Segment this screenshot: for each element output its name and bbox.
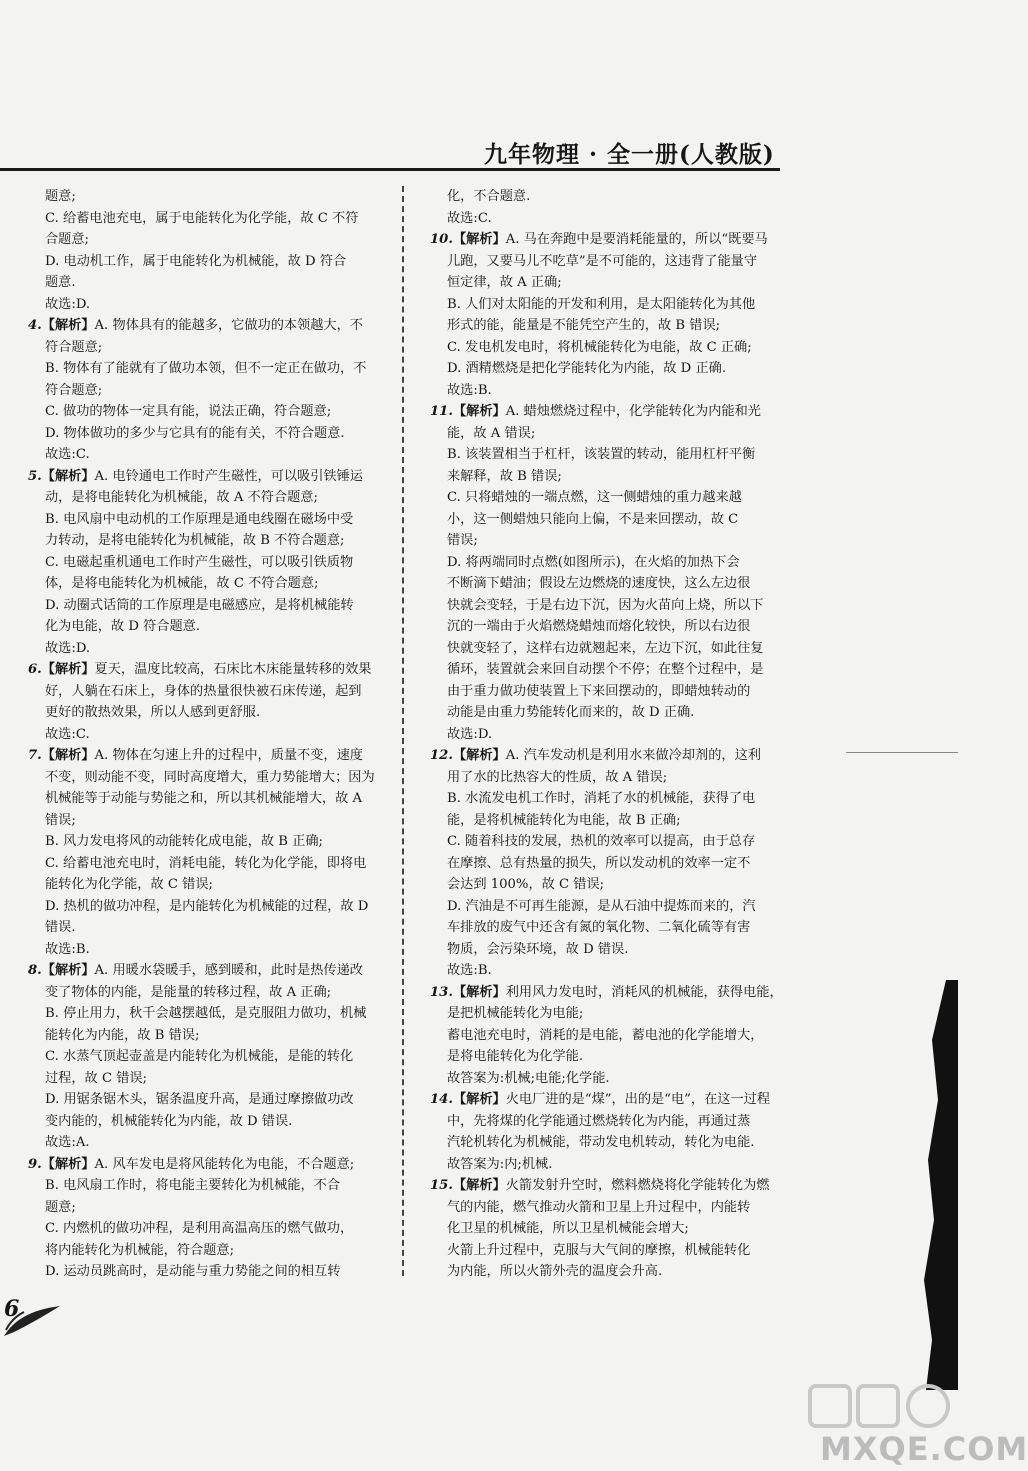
line-text: 故选:A. <box>45 1135 90 1150</box>
line-text: 来解释，故 B 错误; <box>447 468 562 484</box>
text-line <box>28 1240 390 1262</box>
text-line <box>28 251 390 273</box>
text-line <box>430 530 782 552</box>
line-text: 变内能的，机械能转化为内能，故 D 错误. <box>45 1113 293 1129</box>
line-text: C. 给蓄电池充电，属于电能转化为化学能，故 C 不符 <box>45 210 359 226</box>
line-text: B. 人们对太阳能的开发和利用，是太阳能转化为其他 <box>447 296 756 312</box>
text-line <box>28 896 390 918</box>
line-text: 能转化为内能，故 B 错误; <box>45 1027 200 1043</box>
text-line <box>430 1089 782 1111</box>
line-text: 机械能等于动能与势能之和，所以其机械能增大，故 A <box>45 791 363 806</box>
text-line <box>28 702 390 724</box>
line-text: 化，不合题意. <box>447 189 531 204</box>
line-text: 过程，故 C 错误; <box>45 1070 148 1086</box>
line-text: A. 用暖水袋暖手，感到暖和，此时是热传递改 <box>94 963 363 978</box>
text-line <box>430 831 782 853</box>
text-line <box>28 423 390 445</box>
analysis-tag: 【解析】 <box>452 1178 506 1193</box>
text-line <box>28 788 390 810</box>
text-line <box>28 853 390 875</box>
text-line <box>430 466 782 488</box>
text-line <box>28 917 390 939</box>
question-number: 10. <box>430 232 453 247</box>
text-line <box>430 1240 782 1262</box>
line-text: 利用风力发电时，消耗风的机械能，获得电能， <box>505 984 783 1000</box>
text-line <box>28 208 390 230</box>
line-text: 会达到 100%，故 C 错误; <box>447 877 605 892</box>
line-text: 能，故 A 错误; <box>447 425 536 441</box>
line-text: 能，是将机械能转化为电能，故 B 正确; <box>447 812 681 828</box>
line-text: 错误. <box>45 920 76 935</box>
line-text: C. 随着科技的发展，热机的效率可以提高，由于总存 <box>447 834 756 849</box>
text-line <box>28 767 390 789</box>
question-number: 11. <box>430 404 453 419</box>
line-text: C. 做功的物体一定具有能，说法正确，符合题意; <box>45 404 332 419</box>
line-text: 循环，装置就会来回自动摆个不停；在整个过程中，是 <box>447 662 764 677</box>
line-text: C. 只将蜡烛的一端点燃，这一侧蜡烛的重力越来越 <box>447 490 742 505</box>
text-line <box>430 982 782 1004</box>
question-number: 9. <box>28 1156 42 1172</box>
line-text: 蓄电池充电时，消耗的是电能，蓄电池的化学能增大， <box>447 1027 764 1043</box>
line-text: 火箭发射升空时，燃料燃烧将化学能转化为燃 <box>505 1178 770 1193</box>
text-line <box>430 595 782 617</box>
text-line <box>28 831 390 853</box>
line-text: 题意; <box>45 1199 76 1215</box>
text-line <box>28 810 390 832</box>
text-line <box>28 1003 390 1025</box>
text-line <box>28 659 390 681</box>
text-line <box>28 1068 390 1090</box>
line-text: B. 电风扇工作时，将电能主要转化为机械能，不合 <box>45 1178 341 1193</box>
text-line <box>430 251 782 273</box>
text-line <box>430 294 782 316</box>
line-text: A. 马在奔跑中是要消耗能量的，所以“既要马 <box>505 232 768 247</box>
line-text: 不断滴下蜡油；假设左边燃烧的速度快，这么左边很 <box>447 576 751 591</box>
line-text: 化为电能，故 D 符合题意. <box>45 619 201 634</box>
line-text: D. 汽油是不可再生能源，是从石油中提炼而来的，汽 <box>447 898 756 914</box>
text-line <box>430 1197 782 1219</box>
text-line <box>28 294 390 316</box>
text-line <box>28 1132 390 1154</box>
text-line <box>28 380 390 402</box>
text-line <box>28 1197 390 1219</box>
scan-edge-shadow <box>918 980 958 1390</box>
line-text: 是将电能转化为化学能. <box>447 1049 584 1064</box>
watermark-text: MXQE.COM <box>820 1430 1028 1468</box>
text-line <box>430 810 782 832</box>
line-text: 是把机械能转化为电能; <box>447 1006 584 1021</box>
analysis-tag: 【解析】 <box>452 404 506 419</box>
page-number: 6 <box>4 1296 20 1322</box>
text-line <box>28 681 390 703</box>
line-text: B. 水流发电机工作时，消耗了水的机械能，获得了电 <box>447 791 756 806</box>
text-line <box>430 1154 782 1176</box>
line-text: 符合题意; <box>45 382 103 398</box>
line-text: C. 水蒸气顶起壶盖是内能转化为机械能，是能的转化 <box>45 1049 354 1064</box>
question-number: 7. <box>28 748 42 763</box>
line-text: A. 物体在匀速上升的过程中，质量不变，速度 <box>94 748 363 763</box>
text-line <box>28 1261 390 1283</box>
line-text: 将内能转化为机械能，符合题意; <box>45 1242 235 1258</box>
line-text: C. 内燃机的做功冲程，是利用高温高压的燃气做功， <box>45 1221 354 1236</box>
text-line <box>28 444 390 466</box>
text-line <box>430 745 782 767</box>
text-line <box>430 1068 782 1090</box>
line-text: 用了水的比热容大的性质，故 A 错误; <box>447 769 668 785</box>
text-line <box>28 616 390 638</box>
text-line <box>28 1175 390 1197</box>
text-line <box>28 573 390 595</box>
text-line <box>28 1111 390 1133</box>
text-line <box>430 1132 782 1154</box>
text-line <box>430 1261 782 1283</box>
text-line <box>28 595 390 617</box>
text-line <box>430 444 782 466</box>
line-text: A. 蜡烛燃烧过程中，化学能转化为内能和光 <box>505 404 761 419</box>
text-line <box>430 272 782 294</box>
analysis-tag: 【解析】 <box>452 748 506 763</box>
text-line <box>430 681 782 703</box>
line-text: D. 运动员跳高时，是动能与重力势能之间的相互转 <box>45 1264 341 1279</box>
text-line <box>28 874 390 896</box>
text-line <box>430 423 782 445</box>
line-text: 故选:C. <box>45 447 90 462</box>
line-text: 火电厂进的是“煤”，出的是“电”，在这一过程 <box>505 1092 771 1107</box>
text-line <box>28 939 390 961</box>
text-line <box>430 1175 782 1197</box>
line-text: 故选:D. <box>447 726 493 742</box>
text-line <box>430 1046 782 1068</box>
line-text: 中，先将煤的化学能通过燃烧转化为内能，再通过蒸 <box>447 1113 751 1129</box>
line-text: C. 给蓄电池充电时，消耗电能，转化为化学能，即将电 <box>45 855 367 871</box>
text-line <box>28 724 390 746</box>
question-number: 8. <box>28 963 42 978</box>
line-text: D. 酒精燃烧是把化学能转化为内能，故 D 正确. <box>447 361 727 376</box>
text-line <box>430 1025 782 1047</box>
line-text: D. 用锯条锯木头，锯条温度升高，是通过摩擦做功改 <box>45 1092 354 1107</box>
text-line <box>430 874 782 896</box>
line-text: 由于重力做功使装置上下来回摆动的，即蜡烛转动的 <box>447 683 751 699</box>
line-text: 火箭上升过程中，克服与大气间的摩擦，机械能转化 <box>447 1242 751 1258</box>
text-line <box>430 917 782 939</box>
text-line <box>430 487 782 509</box>
line-text: 故答案为:机械;电能;化学能. <box>447 1070 610 1086</box>
text-line <box>28 982 390 1004</box>
line-text: 气的内能，燃气推动火箭和卫星上升过程中，内能转 <box>447 1199 751 1215</box>
text-line <box>28 466 390 488</box>
line-text: 物质，会污染环境，故 D 错误. <box>447 941 629 957</box>
line-text: 不变，则动能不变，同时高度增大，重力势能增大；因为 <box>45 769 375 785</box>
line-text: B. 该装置相当于杠杆，该装置的转动，能用杠杆平衡 <box>447 447 756 462</box>
line-text: 体，是将电能转化为机械能，故 C 不符合题意; <box>45 576 319 591</box>
line-text: 沉的一端由于火焰燃烧蜡烛而熔化较快，所以右边很 <box>447 619 751 634</box>
header-rule <box>0 168 780 171</box>
line-text: 快就会变轻，于是右边下沉，因为火苗向上烧，所以下 <box>447 597 764 613</box>
text-line <box>28 745 390 767</box>
text-line <box>28 487 390 509</box>
line-text: C. 发电机发电时，将机械能转化为电能，故 C 正确; <box>447 339 752 355</box>
line-text: 车排放的废气中还含有氮的氧化物、二氧化硫等有害 <box>447 920 751 935</box>
text-line <box>28 530 390 552</box>
text-line <box>430 358 782 380</box>
line-text: 为内能，所以火箭外壳的温度会升高. <box>447 1264 663 1279</box>
text-line <box>430 638 782 660</box>
line-text: 故选:C. <box>45 726 90 742</box>
line-text: B. 风力发电将风的动能转化成电能，故 B 正确; <box>45 834 323 849</box>
text-line <box>430 616 782 638</box>
text-line <box>430 853 782 875</box>
line-text: 能转化为化学能，故 C 错误; <box>45 877 213 892</box>
line-text: 动，是将电能转化为机械能，故 A 不符合题意; <box>45 490 318 505</box>
question-number: 4. <box>28 318 42 333</box>
line-text: 小，这一侧蜡烛只能向上偏，不是来回摆动，故 C <box>447 511 739 527</box>
text-line <box>28 358 390 380</box>
analysis-tag: 【解析】 <box>41 662 95 677</box>
text-line <box>28 1025 390 1047</box>
line-text: 题意; <box>45 189 76 204</box>
line-text: 夏天，温度比较高，石床比木床能量转移的效果 <box>94 662 372 677</box>
line-text: A. 物体具有的能越多，它做功的本领越大，不 <box>94 318 363 333</box>
analysis-tag: 【解析】 <box>452 1092 506 1107</box>
text-line <box>430 659 782 681</box>
line-text: B. 电风扇中电动机的工作原理是通电线圈在磁场中受 <box>45 511 354 527</box>
analysis-tag: 【解析】 <box>41 963 95 978</box>
line-text: 汽轮机转化为机械能，带动发电机转动，转化为电能. <box>447 1135 755 1150</box>
line-text: 错误; <box>447 533 478 548</box>
line-text: 故选:B. <box>45 941 90 957</box>
line-text: 儿跑，又要马儿不吃草”是不可能的，这违背了能量守 <box>447 253 758 269</box>
line-text: 故答案为:内;机械. <box>447 1156 553 1172</box>
question-number: 6. <box>28 662 42 677</box>
scan-margin-line <box>846 752 958 753</box>
text-line <box>430 960 782 982</box>
text-line <box>28 1154 390 1176</box>
text-line <box>28 272 390 294</box>
line-text: C. 电磁起重机通电工作时产生磁性，可以吸引铁质物 <box>45 554 354 570</box>
analysis-tag: 【解析】 <box>41 468 95 484</box>
question-number: 14. <box>430 1092 453 1107</box>
column-divider <box>402 186 404 1276</box>
text-line <box>28 229 390 251</box>
text-line <box>430 702 782 724</box>
text-line <box>430 1218 782 1240</box>
line-text: 力转动，是将电能转化为机械能，故 B 不符合题意; <box>45 533 345 548</box>
analysis-tag: 【解析】 <box>452 984 506 1000</box>
text-line <box>28 401 390 423</box>
text-line <box>28 1046 390 1068</box>
line-text: 故选:D. <box>45 296 91 312</box>
line-text: 好，人躺在石床上，身体的热量很快被石床传递，起到 <box>45 683 362 699</box>
text-line <box>430 788 782 810</box>
line-text: 故选:D. <box>45 640 91 656</box>
line-text: D. 电动机工作，属于电能转化为机械能，故 D 符合 <box>45 253 347 269</box>
text-line <box>430 939 782 961</box>
line-text: A. 风车发电是将风能转化为电能，不合题意; <box>94 1156 355 1172</box>
text-line <box>28 509 390 531</box>
analysis-tag: 【解析】 <box>41 1156 95 1172</box>
line-text: B. 停止用力，秋千会越摆越低，是克服阻力做功，机械 <box>45 1006 367 1021</box>
text-line <box>430 724 782 746</box>
line-text: 快就变轻了，这样右边就翘起来，左边下沉，如此往复 <box>447 640 764 656</box>
line-text: 变了物体的内能，是能量的转移过程，故 A 正确; <box>45 984 332 1000</box>
page-title: 九年物理 · 全一册(人教版) <box>484 141 775 168</box>
text-line <box>430 767 782 789</box>
text-line <box>430 337 782 359</box>
analysis-tag: 【解析】 <box>41 748 95 763</box>
text-line <box>430 896 782 918</box>
text-line <box>430 401 782 423</box>
line-text: 故选:B. <box>447 382 492 398</box>
text-line <box>430 509 782 531</box>
analysis-tag: 【解析】 <box>452 232 506 247</box>
text-line <box>28 552 390 574</box>
text-line <box>430 1111 782 1133</box>
text-line <box>28 186 390 208</box>
text-line <box>430 315 782 337</box>
right-column <box>430 186 782 1283</box>
line-text: 恒定律，故 A 正确; <box>447 275 562 290</box>
text-line <box>430 208 782 230</box>
question-number: 5. <box>28 468 42 484</box>
text-line <box>430 573 782 595</box>
line-text: 在摩擦、总有热量的损失，所以发动机的效率一定不 <box>447 855 751 871</box>
question-number: 13. <box>430 984 453 1000</box>
text-line <box>28 960 390 982</box>
text-line <box>28 638 390 660</box>
text-line <box>28 337 390 359</box>
line-text: 动能是由重力势能转化而来的，故 D 正确. <box>447 705 695 720</box>
question-number: 15. <box>430 1178 453 1193</box>
line-text: 错误; <box>45 812 76 828</box>
text-line <box>430 1003 782 1025</box>
text-line <box>28 315 390 337</box>
line-text: D. 将两端同时点燃(如图所示)，在火焰的加热下会 <box>447 554 740 570</box>
analysis-tag: 【解析】 <box>41 318 95 333</box>
line-text: A. 汽车发动机是利用水来做冷却剂的，这利 <box>505 748 761 763</box>
question-number: 12. <box>430 748 453 763</box>
text-line <box>430 380 782 402</box>
text-line <box>430 229 782 251</box>
line-text: 故选:B. <box>447 963 492 978</box>
line-text: 更好的散热效果，所以人感到更舒服. <box>45 705 261 720</box>
line-text: 化卫星的机械能，所以卫星机械能会增大; <box>447 1221 689 1236</box>
text-line <box>28 1089 390 1111</box>
line-text: D. 物体做功的多少与它具有的能有关，不符合题意. <box>45 425 345 441</box>
line-text: 合题意; <box>45 232 90 247</box>
line-text: 形式的能，能量是不能凭空产生的，故 B 错误; <box>447 318 721 333</box>
line-text: 故选:C. <box>447 210 492 226</box>
line-text: A. 电铃通电工作时产生磁性，可以吸引铁锤运 <box>94 468 363 484</box>
line-text: D. 动圈式话筒的工作原理是电磁感应，是将机械能转 <box>45 597 354 613</box>
line-text: 题意. <box>45 275 76 290</box>
line-text: 符合题意; <box>45 339 103 355</box>
left-column <box>28 186 390 1283</box>
line-text: D. 热机的做功冲程，是内能转化为机械能的过程，故 D <box>45 898 369 914</box>
text-line <box>28 1218 390 1240</box>
text-line <box>430 552 782 574</box>
text-line <box>430 186 782 208</box>
line-text: B. 物体有了能就有了做功本领，但不一定正在做功，不 <box>45 361 367 376</box>
